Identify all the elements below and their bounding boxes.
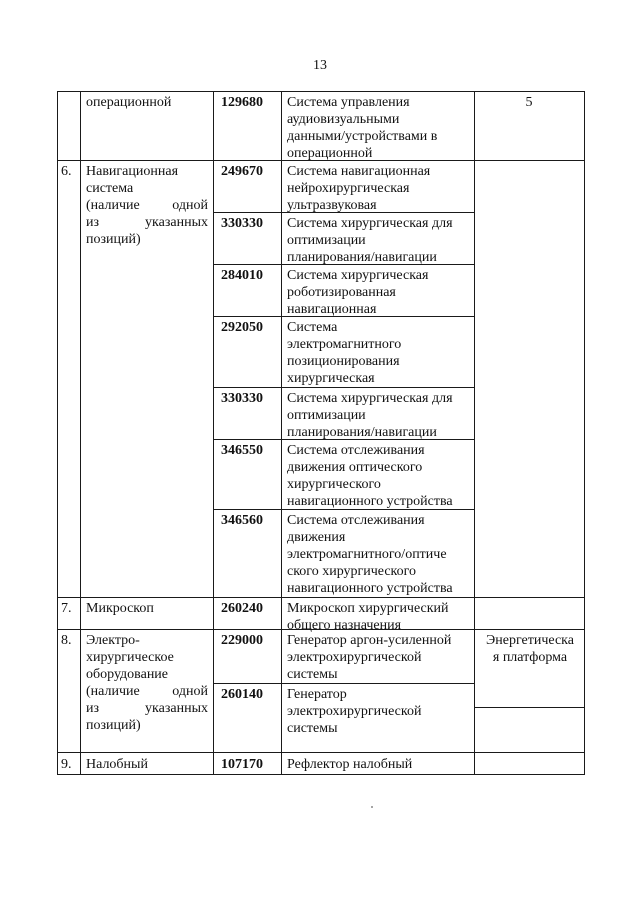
row-separator [57, 752, 585, 753]
page-number: 13 [313, 58, 327, 73]
subrow-separator [213, 387, 475, 388]
row7-code: 260240 [221, 601, 263, 616]
row8-name: Электро- хирургическое оборудование (наличие одной из указанных позиций) [86, 633, 208, 733]
row-separator [57, 597, 585, 598]
table-divider [474, 91, 475, 774]
row6-code: 346560 [221, 513, 263, 528]
row6-desc: Система отслеживания движения электромагнитного/оптиче ского хирургического навигационного устройства [287, 513, 453, 596]
row6-code: 330330 [221, 391, 263, 406]
row6-code: 346550 [221, 443, 263, 458]
row8-number: 8. [61, 633, 72, 648]
table-border-right [584, 91, 585, 774]
row8-desc: Генератор электрохирургической системы [287, 687, 422, 736]
row6-desc: Система хирургическая для оптимизации планирования/навигации [287, 216, 453, 265]
row6-desc: Система навигационная нейрохирургическая ультразвуковая [287, 164, 431, 213]
row8-extra: Энергетическа я платформа [486, 633, 574, 665]
row6-desc: Система отслеживания движения оптического хирургического навигационного устройства [287, 443, 453, 509]
table-border-bottom [57, 774, 585, 775]
row6-number: 6. [61, 164, 72, 179]
row8-code: 229000 [221, 633, 263, 648]
table-divider [213, 91, 214, 774]
row6-desc: Система электромагнитного позиционирования хирургическая [287, 320, 402, 386]
row9-desc: Рефлектор налобный [287, 757, 413, 772]
row5-extra: 5 [525, 95, 533, 110]
table-divider [80, 91, 81, 774]
row5-code: 129680 [221, 95, 263, 110]
row7-name: Микроскоп [86, 601, 154, 616]
row8-desc: Генератор аргон-усиленной электрохирургической системы [287, 633, 452, 682]
scan-speck [371, 806, 373, 808]
row6-code: 249670 [221, 164, 263, 179]
row6-desc: Система хирургическая роботизированная навигационная [287, 268, 429, 317]
row9-number: 9. [61, 757, 72, 772]
row7-number: 7. [61, 601, 72, 616]
row9-name: Налобный [86, 757, 148, 772]
row6-code: 292050 [221, 320, 263, 335]
row6-name: Навигационная система (наличие одной из указанных позиций) [86, 164, 208, 247]
row5-desc: Система управления аудиовизуальными данными/устройствами в операционной [287, 95, 438, 161]
table-border-top [57, 91, 585, 92]
table-divider [281, 91, 282, 774]
table-border-left [57, 91, 58, 774]
row5-name: операционной [86, 95, 172, 110]
row6-code: 284010 [221, 268, 263, 283]
subrow-separator [213, 683, 475, 684]
row9-code: 107170 [221, 757, 263, 772]
row7-desc: Микроскоп хирургический общего назначения [287, 601, 449, 633]
subrow-separator [474, 707, 584, 708]
row6-desc: Система хирургическая для оптимизации планирования/навигации [287, 391, 453, 440]
row6-code: 330330 [221, 216, 263, 231]
row8-code: 260140 [221, 687, 263, 702]
